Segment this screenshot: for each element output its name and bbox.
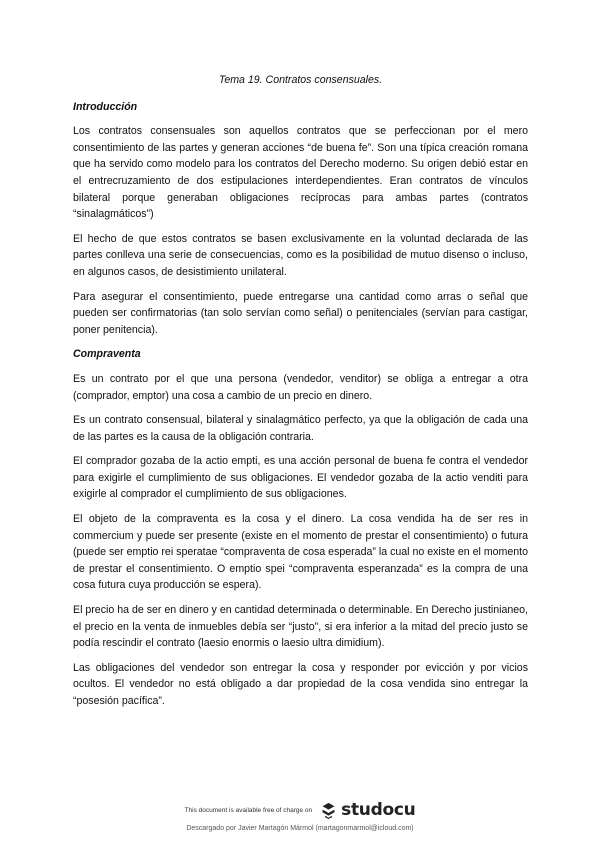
section-heading-compraventa: Compraventa xyxy=(73,348,141,361)
paragraph: El hecho de que estos contratos se basen exclusivamente en la voluntad declarada de las partes conlleva una serie de consecuencias, como es la posibilidad de mutuo disenso o incluso, en algunos casos, de desistimiento unilateral. xyxy=(73,232,528,278)
studocu-logo[interactable] xyxy=(320,800,415,820)
availability-text: This document is available free of charge on xyxy=(184,806,313,814)
studocu-logo-icon xyxy=(320,802,337,819)
page-footer xyxy=(0,800,600,832)
paragraph: Para asegurar el consentimiento, puede entregarse una cantidad como arras o señal que pueden ser confirmatorias (tan solo servían como señal) o penitenciales (servían para castigar, poner penitencia). xyxy=(73,290,528,336)
section-heading-introduccion: Introducción xyxy=(73,100,138,113)
document-title: Tema 19. Contratos consensuales. xyxy=(218,74,383,86)
paragraph: Los contratos consensuales son aquellos contratos que se perfeccionan por el mero consentimiento de las partes y generan acciones “de buena fe”. Son una típica creación romana que ha servido como modelo para los contratos del Derecho moderno. Su origen debió estar en el entrecruzamiento de dos estipulaciones interdependientes. Eran contratos de vínculos bilateral porque generaban obligaciones recíprocas para ambas partes (contratos “sinalagmáticos”) xyxy=(73,125,528,221)
paragraph: El comprador gozaba de la actio empti, es una acción personal de buena fe contra el vendedor para exigirle el cumplimiento de sus obligaciones. El vendedor gozaba de la actio venditi para exigirle al comprador el cumplimiento de sus obligaciones. xyxy=(73,455,528,501)
paragraph: Es un contrato por el que una persona (vendedor, venditor) se obliga a entregar a otra (comprador, emptor) una cosa a cambio de un precio en dinero. xyxy=(73,372,528,402)
paragraph: El objeto de la compraventa es la cosa y el dinero. La cosa vendida ha de ser res in commercium y puede ser presente (existe en el momento de prestar el consentimiento) o futura (puede ser emptio rei speratae “compraventa de cosa esperada” la cual no existe en el momento de prestar el consentimiento. O emptio spei “compraventa esperanzada” es la compra de una cosa futura cuya producción se espera). xyxy=(73,513,528,592)
document-page xyxy=(73,72,528,718)
paragraph: Las obligaciones del vendedor son entregar la cosa y responder por evicción y por vicios ocultos. El vendedor no está obligado a dar propiedad de la cosa vendida sino entregar la “posesión pacífica”. xyxy=(73,661,528,707)
downloaded-by-text: Descargado por Javier Martagón Mármol (martagonmarmol@icloud.com) xyxy=(186,825,414,832)
paragraph: El precio ha de ser en dinero y en cantidad determinada o determinable. En Derecho justinianeo, el precio en la venta de inmuebles debía ser “justo”, si era inferior a la mitad del precio justo se podía rescindir el contrato (laesio enormis o laesio ultra dimidium). xyxy=(73,604,528,650)
studocu-brand-text: studocu xyxy=(341,800,416,820)
paragraph: Es un contrato consensual, bilateral y sinalagmático perfecto, ya que la obligación de cada una de las partes es la causa de la obligación contraria. xyxy=(73,414,528,443)
